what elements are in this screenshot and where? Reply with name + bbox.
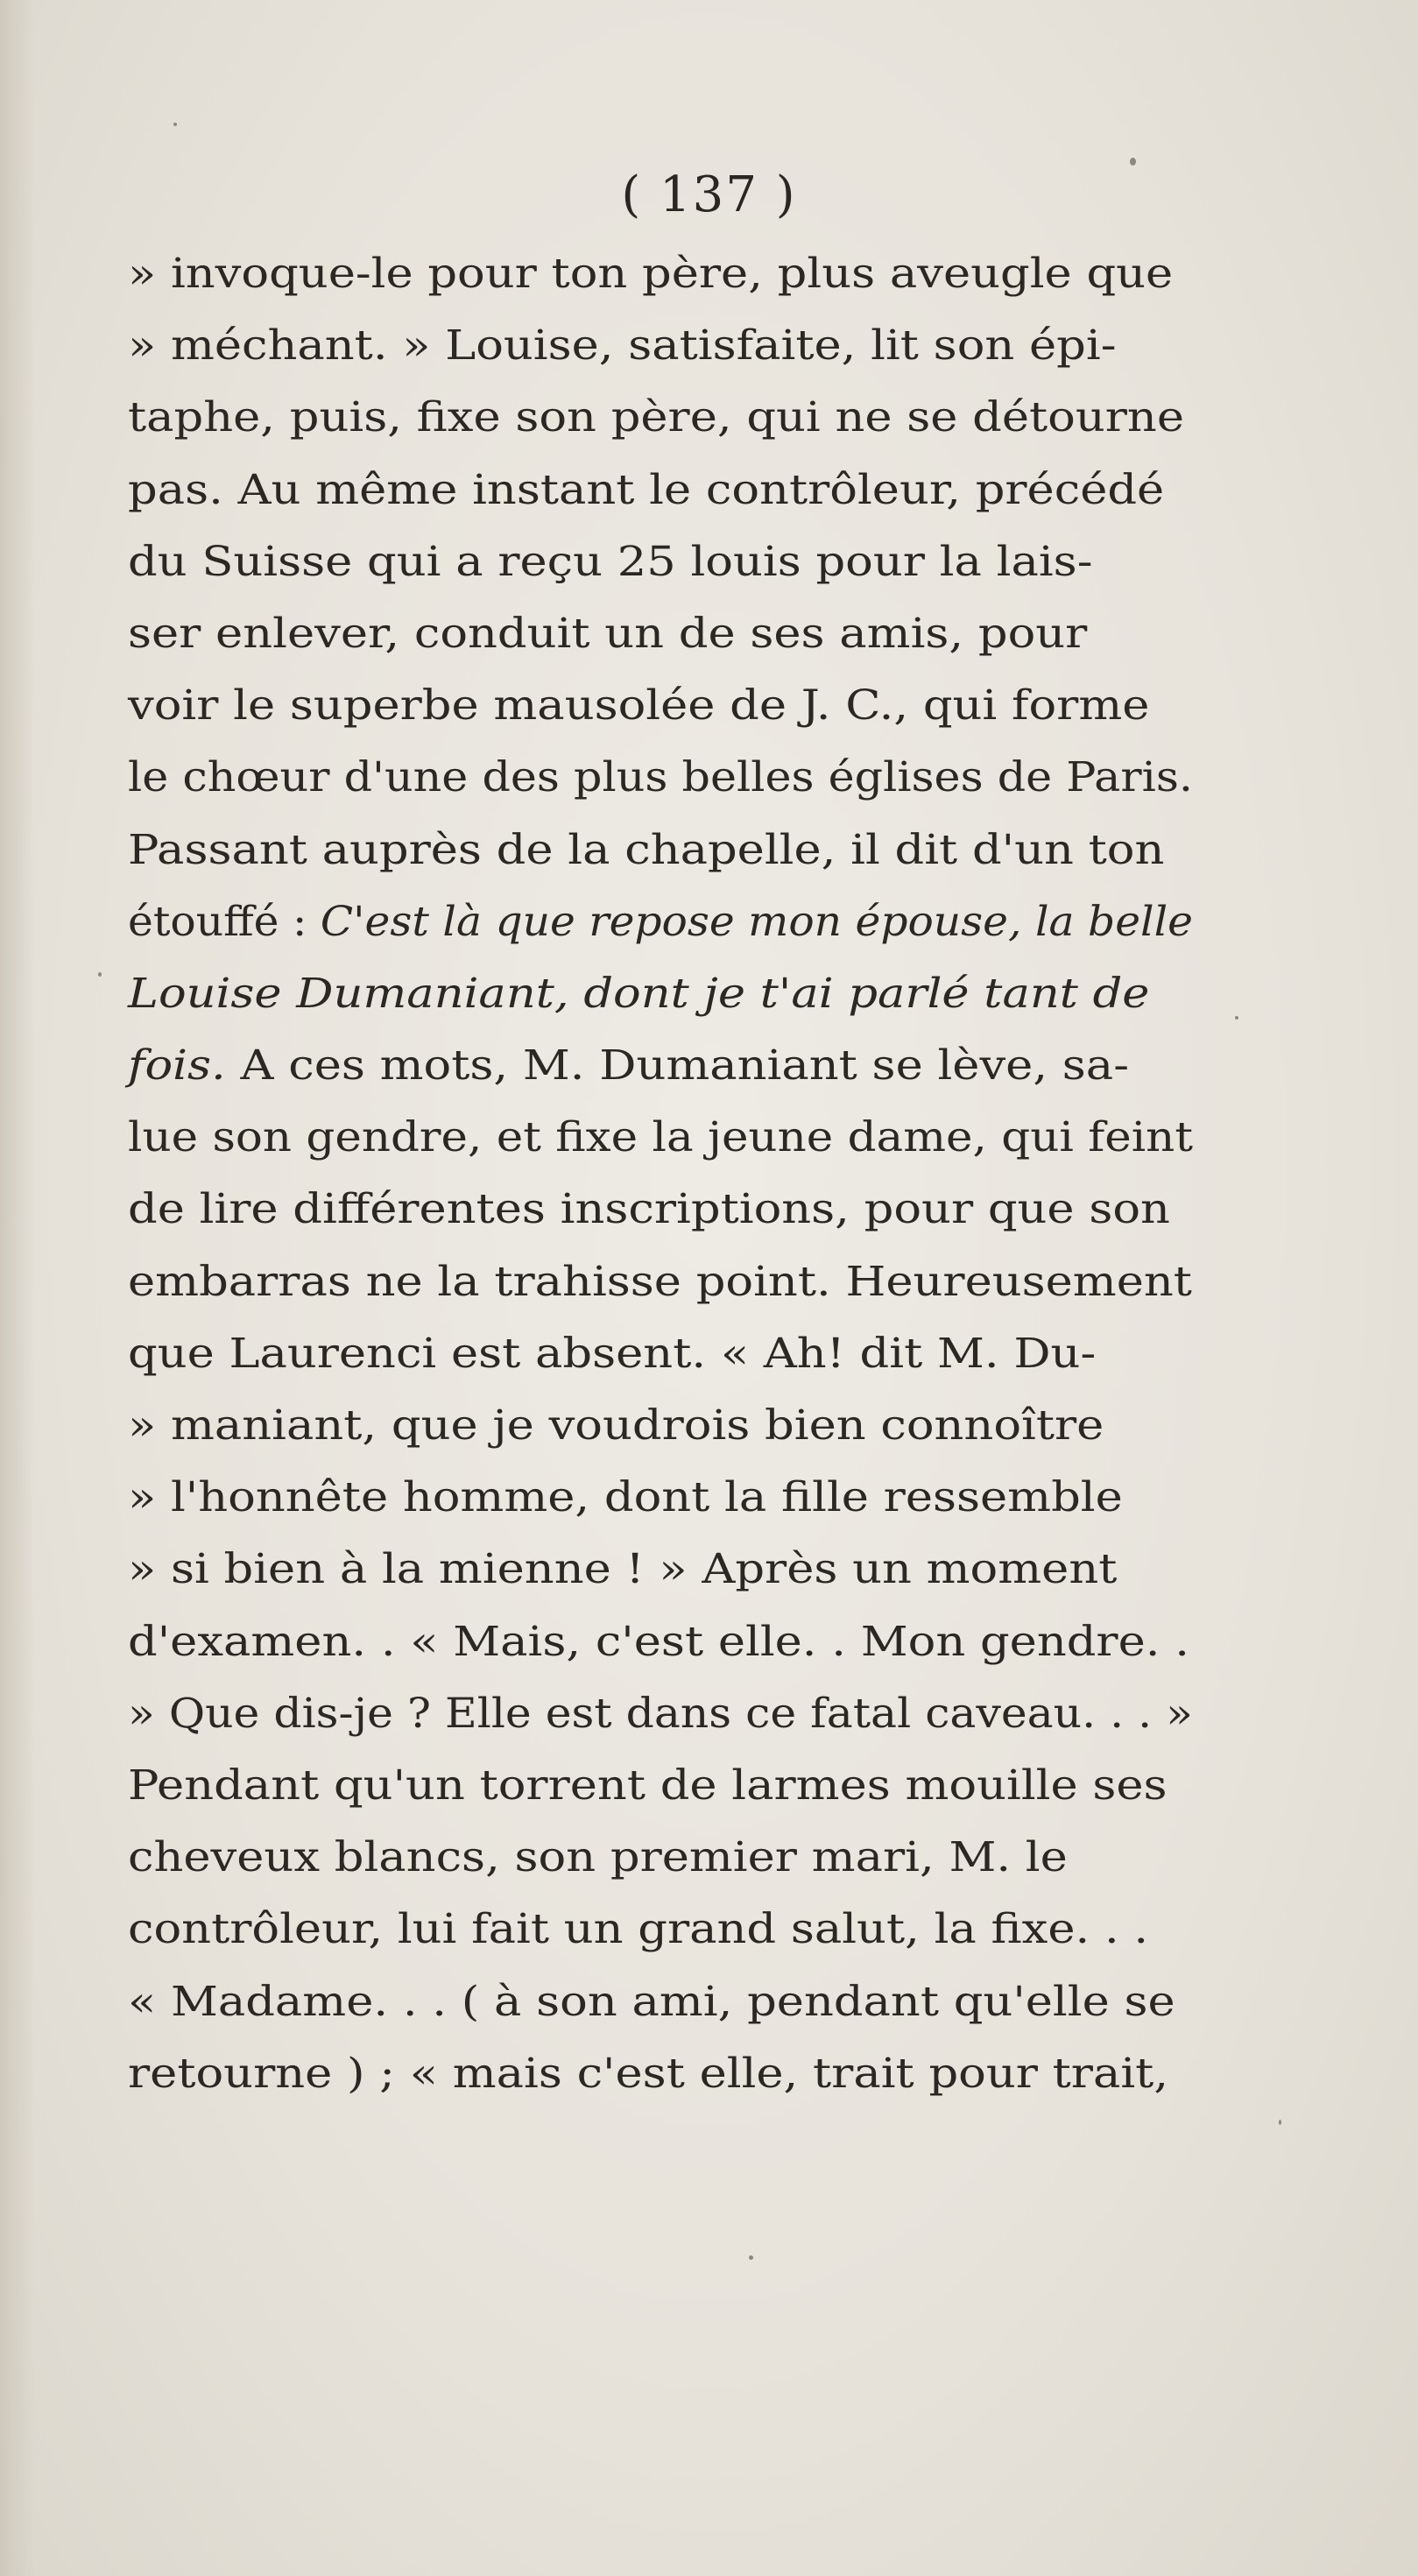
text-line: lue son gendre, et fixe la jeune dame, qui feint [128,1113,1194,1162]
text-line: embarras ne la trahisse point. Heureusement [128,1257,1192,1306]
italic-quote: C'est là que repose mon épouse [320,897,1008,946]
paper-speck [1279,2120,1281,2125]
text-line-mixed [128,958,1193,1030]
italic-quote: la belle [1034,897,1194,946]
text-line-mixed [128,886,1193,958]
text-line: d'examen. . « Mais, c'est elle. . Mon gendre. . [128,1617,1189,1666]
text-line: contrôleur, lui fait un grand salut, la fixe. . . [128,1905,1149,1954]
paper-speck [1235,1016,1238,1020]
body-text [128,238,1193,2110]
text-line: cheveux blancs, son premier mari, M. le [128,1833,1068,1882]
gutter-shadow [0,0,35,2576]
line-rest: A ces mots, M. Dumaniant se lève, sa- [225,1041,1129,1090]
text-line: » maniant, que je voudrois bien connoître [128,1401,1104,1450]
italic-quote: , [554,969,584,1018]
text-line: pas. Au même instant le contrôleur, précédé [128,465,1165,514]
text-line: Passant auprès de la chapelle, il dit d'un ton [128,825,1165,874]
text-line: » si bien à la mienne ! » Après un moment [128,1545,1118,1594]
text-line: Pendant qu'un torrent de larmes mouille ses [128,1761,1168,1810]
text-line: de lire différentes inscriptions, pour que son [128,1185,1170,1234]
text-line: du Suisse qui a reçu 25 louis pour la lais- [128,537,1093,586]
paper-speck [98,972,102,977]
line-prefix: étouffé : [128,897,321,946]
italic-quote: fois. [128,1041,226,1090]
text-line: » Que dis-je ? Elle est dans ce fatal caveau. . . » [128,1689,1193,1738]
italic-quote: Louise Dumaniant [128,969,554,1018]
text-line: » invoque-le pour ton père, plus aveugle que [128,250,1174,298]
text-line-mixed [128,1030,1193,1102]
text-line: voir le superbe mausolée de J. C., qui forme [128,681,1150,730]
page-number: ( 137 ) [621,166,797,223]
paper-speck [749,2255,753,2260]
text-line: le chœur d'une des plus belles églises de Paris. [128,753,1193,802]
text-line: « Madame. . . ( à son ami, pendant qu'elle se [128,1977,1175,2026]
text-line: ser enlever, conduit un de ses amis, pour [128,609,1088,658]
text-line: retourne ) ; « mais c'est elle, trait pour trait, [128,2049,1169,2098]
italic-quote: dont je t'ai parlé tant de [583,969,1150,1018]
text-line: » l'honnête homme, dont la fille ressemble [128,1473,1123,1522]
text-line: taphe, puis, fixe son père, qui ne se détourne [128,393,1184,442]
paper-speck [1130,158,1136,166]
text-line: que Laurenci est absent. « Ah! dit M. Du- [128,1329,1097,1378]
text-line: » méchant. » Louise, satisfaite, lit son épi- [128,321,1117,371]
paper-speck [173,123,177,126]
italic-quote: , [1007,897,1035,946]
